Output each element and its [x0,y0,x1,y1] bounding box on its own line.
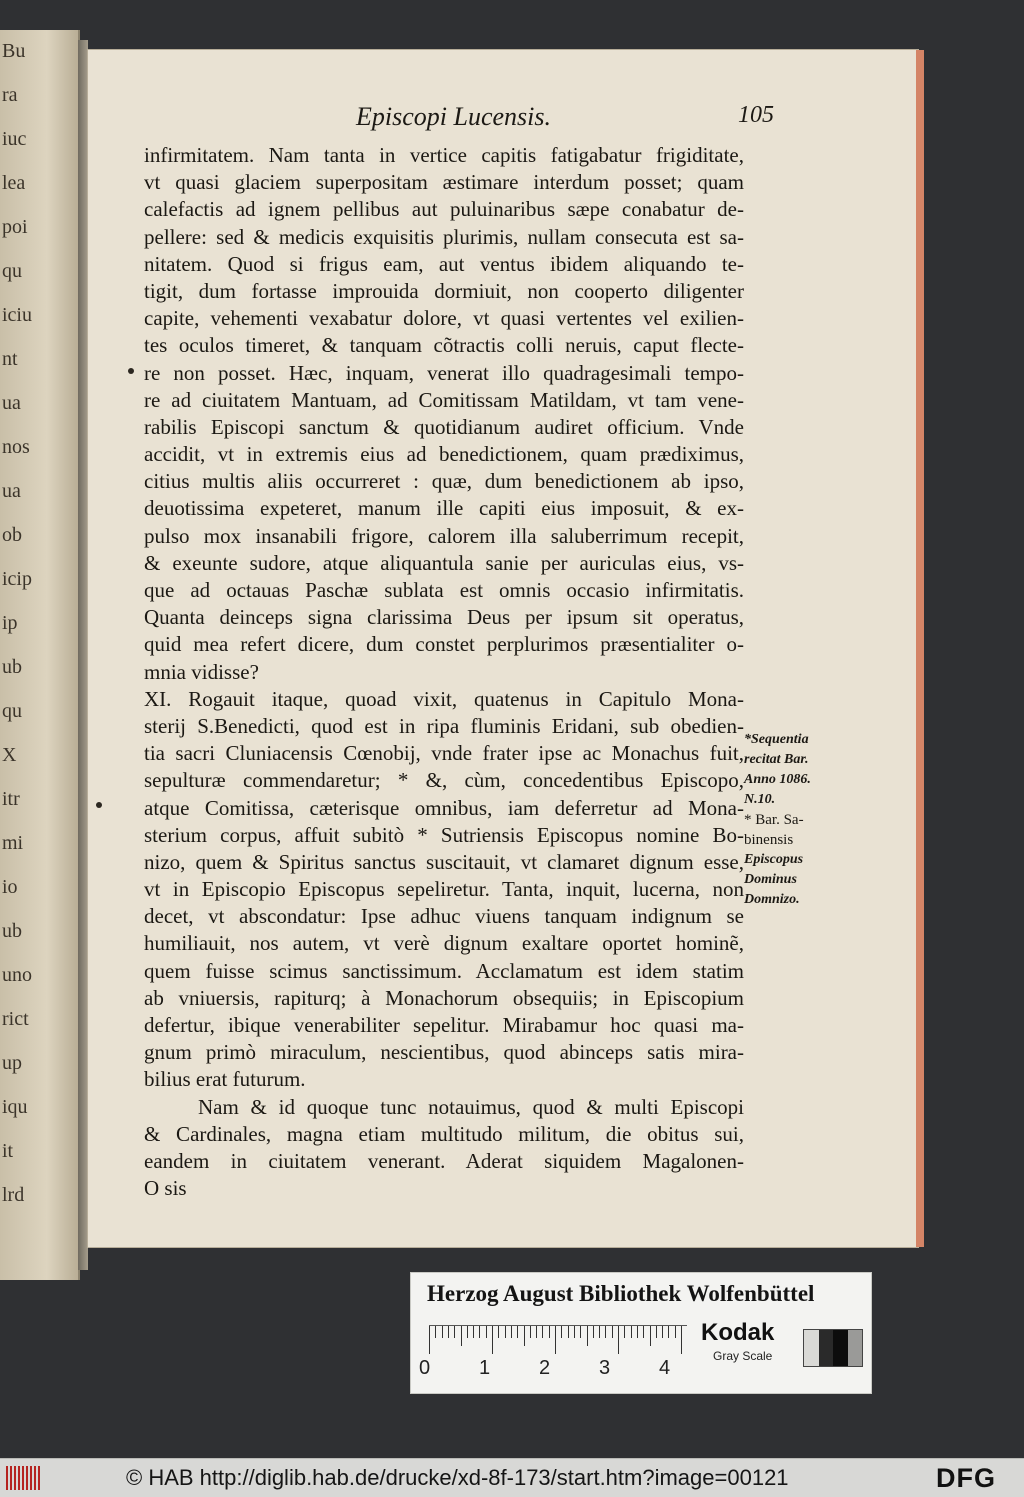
left-page-fragment: mi [2,832,24,854]
logo-bar [30,1466,32,1490]
logo-bar [6,1466,8,1490]
left-page-fragment: iqu [2,1096,28,1118]
left-page-fragment: qu [2,260,22,282]
body-text [144,142,744,1202]
ruler-tick [618,1326,619,1354]
text-line: decet, vt abscondatur: Ipse adhuc viuens tanquam indignum se [144,904,744,929]
ruler-label: 4 [659,1357,671,1379]
ruler-tick [580,1326,581,1338]
library-name: Herzog August Bibliothek Wolfenbüttel [427,1281,815,1306]
ruler-tick [656,1326,657,1338]
ruler-tick [473,1326,474,1338]
text-line: & Cardinales, magna etiam multitudo militum, die obitus sui, [144,1121,744,1146]
ruler-label: 0 [419,1357,431,1379]
ruler-scale [429,1325,687,1356]
text-line: tes oculos timeret, & tanquam cõtractis colli neruis, caput flecte- [144,333,744,358]
text-line: humiliauit, nos autem, vt verè dignum exaltare oportet hominẽ, [144,931,744,956]
ruler-tick [593,1326,594,1338]
logo-bar [22,1466,24,1490]
ruler-tick [587,1326,588,1346]
text-line: capite, vehementi vexabatur dolore, vt quasi vertentes vel exilien- [144,306,744,331]
text-line: re ad ciuitatem Mantuam, ad Comitissam Matildam, vt tam vene- [144,387,744,412]
ruler-tick [681,1326,682,1354]
ruler-tick [624,1326,625,1338]
ruler-label: 1 [479,1357,491,1379]
book-spine [78,40,88,1270]
margin-note-line: Episcopus [744,852,804,867]
margin-note-line: binensis [744,832,794,848]
text-line: atque Comitissa, cæterisque omnibus, iam deferretur ad Mona- [144,795,744,820]
text-line: Quanta deinceps signa clarissima Deus per ipsum sit operatus, [144,605,744,630]
page-number: 105 [738,102,774,128]
left-page-fragment: itr [2,788,20,810]
color-calibration-card [410,1272,872,1394]
gray-swatch [833,1330,848,1366]
left-page-fragment: rict [2,1008,29,1030]
ruler-tick [454,1326,455,1338]
ruler-tick [574,1326,575,1338]
gray-swatch [819,1330,834,1366]
text-line: infirmitatem. Nam tanta in vertice capitis fatigabatur frigiditate, [144,143,744,167]
ruler-tick [549,1326,550,1338]
gray-swatch [848,1330,863,1366]
text-line: re non posset. Hæc, inquam, venerat illo quadragesimali tempo- [144,360,744,385]
text-line: nizo, quem & Spiritus sanctus suscitauit, vt clamaret dignum esse, [144,849,744,874]
logo-bar [10,1466,12,1490]
logo-bar [38,1466,40,1490]
left-page-fragment: ua [2,480,21,502]
left-page-fragment: io [2,876,18,898]
text-line: tia sacri Cluniacensis Cœnobij, vnde frater ipse ac Monachus fuit, [144,741,744,766]
text-line: pellere: sed & medicis exquisitis plurimis, nullam consecuta est sa- [144,224,744,249]
text-line: pulso mox insanabili frigore, calorem illa saluberrimum recepit, [144,523,744,548]
gray-scale-label: Gray Scale [713,1349,773,1363]
ruler-tick [668,1326,669,1338]
logo-bar [26,1466,28,1490]
ruler-tick [555,1326,556,1354]
text-line: quem fuisse scimus sanctissimum. Acclamatum est idem statim [144,958,744,983]
left-page-fragment: icip [2,568,32,590]
ruler-tick [429,1326,430,1354]
page-header [88,102,918,142]
left-page-fragment: Bu [2,40,26,62]
left-page-fragment: lrd [2,1184,25,1206]
margin-note-line: Domnizo. [744,892,800,907]
left-page-fragment: nt [2,348,18,370]
text-line: gnum primò miraculum, nescientibus, quod abinceps satis mira- [144,1040,744,1065]
left-page-fragment: ub [2,920,22,942]
ruler-tick [448,1326,449,1338]
logo-bar [34,1466,36,1490]
text-line: deuotissima expeteret, manum ille capiti eius imposuit, & ex- [144,496,744,521]
ruler-tick [498,1326,499,1338]
left-page-fragment: up [2,1052,22,1074]
text-line: & exeunte sudore, atque aliquantula sanie per auriculas eius, vs- [144,550,744,575]
left-page-fragment: qu [2,700,22,722]
ruler-tick [561,1326,562,1338]
left-page-fragment: ub [2,656,22,678]
previous-page-edge [0,30,80,1280]
kodak-logo: Kodak [701,1319,775,1346]
text-line: accidit, vt in extremis eius ad benedictionem, quam prædiximus, [144,442,744,467]
margin-note-line: Dominus [744,872,797,887]
ruler-tick [461,1326,462,1346]
ruler-tick [467,1326,468,1338]
ruler-tick [599,1326,600,1338]
text-line: rabilis Episcopi sanctum & quotidianum audiret officium. Vnde [144,414,744,439]
dfg-logo[interactable]: DFG [936,1463,996,1493]
left-page-fragment: ob [2,524,22,546]
text-line: vt quasi glaciem superpositam æstimare interdum posset; quam [144,170,744,195]
text-line: quid mea refert dicere, dum constet perplurimos præsentialiter o- [144,632,744,657]
left-page-fragment: iciu [2,304,32,326]
ruler-tick [650,1326,651,1346]
text-line: calefactis ad ignem pellibus aut puluinaribus sæpe conabatur de- [144,197,744,222]
ruler-tick [568,1326,569,1338]
running-title: Episcopi Lucensis. [356,102,551,131]
margin-note-line: recitat Bar. [744,752,809,767]
ruler-tick [612,1326,613,1338]
ruler-tick [442,1326,443,1338]
text-line: XI. Rogauit itaque, quoad vixit, quatenus in Capitulo Mona- [144,686,744,711]
book-page [88,50,918,1247]
text-line: mnia vidisse? [144,659,259,684]
margin-note-line: N.10. [744,792,776,807]
text-line: ab vniuersis, rapiturq; à Monachorum obsequiis; in Episcopium [144,985,744,1010]
left-page-fragment: ip [2,612,18,634]
margin-marker [128,368,134,374]
left-page-fragment: lea [2,172,26,194]
text-line: O sis [144,1176,187,1201]
ruler-tick [517,1326,518,1338]
left-page-fragment: nos [2,436,30,458]
text-line: vt in Episcopio Episcopus sepeliretur. Tanta, inquit, lucerna, non [144,877,744,902]
ruler-label: 3 [599,1357,611,1379]
ruler-tick [530,1326,531,1338]
ruler-tick [662,1326,663,1338]
text-line: que ad octauas Paschæ sublata est omnis occasio infirmitatis. [144,578,744,602]
text-line: sterium corpus, affuit subitò * Sutriensis Episcopus nomine Bo- [144,822,744,847]
margin-note-line: Anno 1086. [744,772,811,787]
ruler-tick [435,1326,436,1338]
margin-note-line: * Bar. Sa- [744,812,804,828]
ruler-tick [479,1326,480,1338]
ruler-tick [675,1326,676,1338]
text-line: sepulturæ commendaretur; * &, cùm, concedentibus Episcopo, [144,768,744,793]
copyright-link[interactable]: © HAB http://diglib.hab.de/drucke/xd-8f-173/start.htm?image=00121 [126,1465,789,1490]
ruler-tick [486,1326,487,1338]
text-line: bilius erat futurum. [144,1067,306,1092]
ruler-tick [637,1326,638,1338]
left-page-fragment: uno [2,964,32,986]
viewer-footer [0,1458,1024,1497]
ruler-label: 2 [539,1357,551,1379]
margin-notes [744,730,854,910]
logo-bar [14,1466,16,1490]
text-line: sterij S.Benedicti, quod est in ripa fluminis Eridani, sub obedien- [144,713,744,738]
left-page-fragment: ua [2,392,21,414]
ruler-labels [419,1357,709,1383]
text-line: tigit, dum fortasse improuida dormiuit, non cooperto diligenter [144,278,744,303]
left-page-fragment: ra [2,84,18,106]
hab-logo-icon[interactable] [6,1466,40,1490]
margin-note-line: *Sequentia [744,732,809,747]
ruler-tick [505,1326,506,1338]
left-page-fragment: X [2,744,17,766]
ruler-tick [524,1326,525,1346]
ruler-tick [542,1326,543,1338]
text-line: citius multis aliis occurreret : quæ, dum benedictionem ab ipso, [144,469,744,494]
ruler-tick [605,1326,606,1338]
page-edge [916,50,924,1247]
text-line: defertur, ibique venerabiliter sepelitur. Mirabamur hoc quasi ma- [144,1013,744,1037]
text-line: Nam & id quoque tunc notauimus, quod & multi Episcopi [198,1094,744,1119]
gray-swatch [804,1330,819,1366]
left-page-fragment: it [2,1140,14,1162]
gray-scale-swatches [803,1329,863,1367]
logo-bar [18,1466,20,1490]
left-page-fragment: poi [2,216,28,238]
ruler-tick [631,1326,632,1338]
ruler-tick [536,1326,537,1338]
ruler-tick [511,1326,512,1338]
margin-marker [96,802,102,808]
text-line: eandem in ciuitatem venerant. Aderat siquidem Magalonen- [144,1148,744,1173]
ruler-tick [492,1326,493,1354]
text-line: nitatem. Quod si frigus eam, aut ventus ibidem aliquando te- [144,251,744,276]
ruler-tick [643,1326,644,1338]
left-page-fragment: iuc [2,128,27,150]
